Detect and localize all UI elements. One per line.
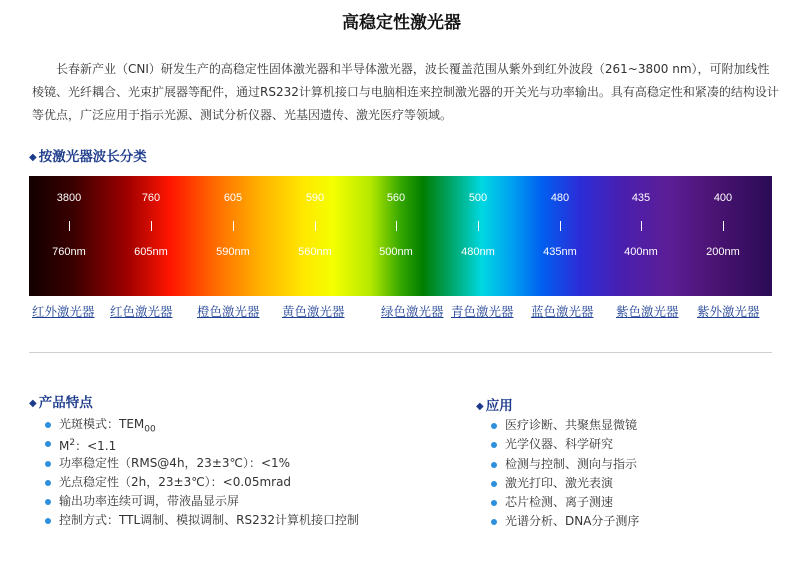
bullet-dot-icon	[45, 499, 51, 505]
spectrum-tick	[233, 221, 234, 231]
bullet-dot-icon	[45, 518, 51, 524]
list-item: 光斑模式：$TEM_{00}$	[44, 415, 359, 434]
spectrum-upper-label: 435	[631, 192, 651, 204]
spectrum-lower-label: 590nm	[216, 246, 250, 258]
spectrum-tick	[641, 221, 642, 231]
laser-category-link[interactable]: 绿色激光器	[381, 304, 444, 319]
features-heading-label: 产品特点	[38, 395, 93, 411]
spectrum-tick	[560, 221, 561, 231]
bullet-dot-icon	[45, 461, 51, 467]
intro-paragraph: 长春新产业（CNI）研发生产的高稳定性固体激光器和半导体激光器，波长覆盖范围从紫外到红外波段（261~3800 nm），可附加线性棱镜、光纤耦合、光束扩展器等配件，通过RS232计算机接口与电脑相连来控制激光器的开关光与功率输出。具有高稳定性和紧凑的结构设计等优点，广泛应用于指示光源、测试分析仪器、光基因遗传、激光医疗等领域。	[32, 62, 779, 122]
list-item: 功率稳定性（RMS@4h，23±3℃）：<1%	[44, 454, 359, 473]
list-item: 检测与控制、测向与指示	[490, 455, 639, 474]
spectrum-lower-label: 760nm	[52, 246, 86, 258]
spectrum-upper-label: 3800	[56, 192, 82, 204]
wavelength-section-heading	[29, 145, 147, 165]
list-item: 芯片检测、离子测速	[490, 493, 639, 512]
spectrum-tick	[315, 221, 316, 231]
section-divider	[29, 352, 772, 353]
spectrum-tick	[478, 221, 479, 231]
list-item: $M^2$：<1.1	[44, 434, 359, 453]
spectrum-upper-label: 400	[713, 192, 733, 204]
spectrum-lower-label: 435nm	[543, 246, 577, 258]
spectrum-upper-label: 480	[550, 192, 570, 204]
page-title: 高稳定性激光器	[342, 13, 461, 33]
spectrum-tick	[151, 221, 152, 231]
diamond-bullet-icon: ◆	[29, 398, 37, 409]
spectrum-upper-label: 560	[386, 192, 406, 204]
list-item: 医疗诊断、共聚焦显微镜	[490, 416, 639, 435]
bullet-dot-icon	[491, 500, 497, 506]
bullet-dot-icon	[45, 480, 51, 486]
bullet-dot-icon	[491, 519, 497, 525]
bullet-dot-icon	[491, 423, 497, 429]
bullet-dot-icon	[45, 422, 51, 428]
bullet-dot-icon	[491, 442, 497, 448]
laser-category-link[interactable]: 紫外激光器	[697, 304, 760, 319]
laser-category-link[interactable]: 橙色激光器	[197, 304, 260, 319]
diamond-bullet-icon: ◆	[476, 401, 484, 412]
list-item: 控制方式：TTL调制、模拟调制、RS232计算机接口控制	[44, 511, 359, 530]
list-item: 光谱分析、DNA分子测序	[490, 512, 639, 531]
list-item: 输出功率连续可调，带液晶显示屏	[44, 492, 359, 511]
spectrum-tick	[723, 221, 724, 231]
spectrum-upper-label: 590	[305, 192, 325, 204]
laser-category-link[interactable]: 青色激光器	[451, 304, 514, 319]
applications-heading-label: 应用	[485, 398, 513, 414]
features-section-heading	[29, 391, 93, 411]
list-item: 激光打印、激光表演	[490, 474, 639, 493]
laser-category-link[interactable]: 紫色激光器	[616, 304, 679, 319]
spectrum-lower-label: 560nm	[298, 246, 332, 258]
spectrum-upper-label: 500	[468, 192, 488, 204]
features-list	[44, 415, 359, 531]
spectrum-lower-label: 605nm	[134, 246, 168, 258]
diamond-bullet-icon: ◆	[29, 152, 37, 163]
bullet-dot-icon	[491, 462, 497, 468]
laser-category-link[interactable]: 蓝色激光器	[531, 304, 594, 319]
spectrum-lower-label: 200nm	[706, 246, 740, 258]
spectrum-upper-label: 760	[141, 192, 161, 204]
laser-category-link[interactable]: 黄色激光器	[282, 304, 345, 319]
spectrum-tick	[396, 221, 397, 231]
spectrum-upper-label: 605	[223, 192, 243, 204]
bullet-dot-icon	[45, 441, 51, 447]
list-item: 光学仪器、科学研究	[490, 435, 639, 454]
bullet-dot-icon	[491, 481, 497, 487]
applications-section-heading	[476, 394, 513, 414]
spectrum-lower-label: 480nm	[461, 246, 495, 258]
applications-list	[490, 416, 639, 532]
spectrum-tick	[69, 221, 70, 231]
laser-category-link[interactable]: 红色激光器	[110, 304, 173, 319]
wavelength-heading-label: 按激光器波长分类	[38, 149, 147, 165]
spectrum-lower-label: 400nm	[624, 246, 658, 258]
laser-category-link[interactable]: 红外激光器	[32, 304, 95, 319]
list-item: 光点稳定性（2h，23±3℃）：<0.05mrad	[44, 473, 359, 492]
spectrum-lower-label: 500nm	[379, 246, 413, 258]
